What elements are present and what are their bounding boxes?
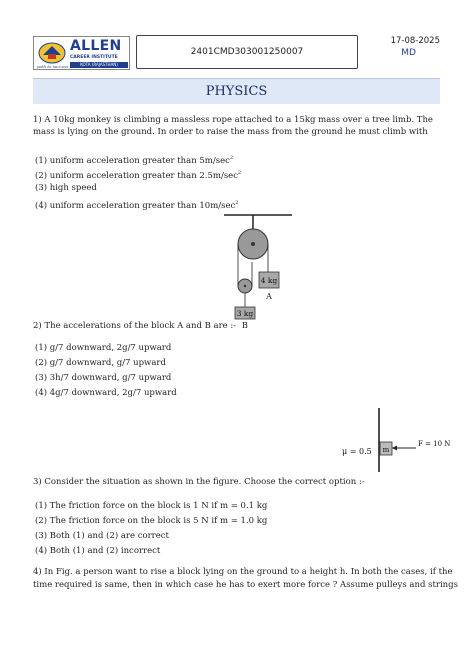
block-a-label: A [266,292,272,301]
paper-initials: MD [401,48,416,58]
force-label: F = 10 N [418,440,451,448]
logo-brand-text: ALLEN [70,38,122,54]
question-3-option-4[interactable]: (4) Both (1) and (2) incorrect [35,546,161,556]
question-1-option-1[interactable]: (1) uniform acceleration greater than $5m/\sec^2$ [35,155,234,166]
force-arrow-head [392,446,397,451]
question-3-option-3[interactable]: (3) Both (1) and (2) are correct [35,531,169,541]
question-2-option-2[interactable]: (2) g/7 downward, g/7 upward [35,358,166,368]
allen-emblem-icon [37,40,67,66]
pulley-figure [222,212,294,330]
paper-code: 2401CMD303001250007 [136,35,358,69]
question-4-text-line2: time required is same, then in which case he has to exert more force ? Assume pulleys and strings [33,580,458,590]
paper-date: 17-08-2025 [390,36,440,46]
question-4-text-line1: 4) In Fig. a person want to rise a block lying on the ground to a height h. In both the cases, if the [33,567,453,577]
question-3-option-2[interactable]: (2) The friction force on the block is 5 N if m = 1.0 kg [35,516,268,526]
subject-title: PHYSICS [33,78,440,104]
question-3-text: 3) Consider the situation as shown in the figure. Choose the correct option :- [33,477,365,487]
question-1-option-4[interactable]: (4) uniform acceleration greater than $10m/\sec^2$ [35,200,239,211]
question-2-text: 2) The accelerations of the block A and B are :- [33,321,237,331]
question-1-text: 1) A 10kg monkey is climbing a massless rope attached to a 15kg mass over a tree limb. The mass is lying on the ground. In order to raise the mass from the ground he must climb with [33,115,433,137]
friction-figure [338,408,451,472]
block-a-mass: 4 kg [260,276,278,285]
block-b-label: B [242,321,248,330]
question-2-option-1[interactable]: (1) g/7 downward, 2g/7 upward [35,343,172,353]
question-2-option-3[interactable]: (3) 3h/7 downward, g/7 upward [35,373,172,383]
block-b-mass: 3 kg [236,309,254,318]
small-pulley-axle [244,285,246,287]
question-3-option-1[interactable]: (1) The friction force on the block is 1 N if m = 0.1 kg [35,501,268,511]
logo-subtitle: CAREER INSTITUTE [70,55,118,60]
logo-tagline: path to success [37,64,69,69]
question-1-option-2[interactable]: (2) uniform acceleration greater than $2.5m/\sec^2$ [35,170,242,181]
friction-coefficient: μ = 0.5 [342,447,372,456]
allen-logo [33,36,130,70]
logo-location: KOTA (RAJASTHAN) [70,62,128,68]
block-m-label: m [382,446,390,454]
big-pulley-axle [251,242,255,246]
question-1-option-3[interactable]: (3) high speed [35,183,97,193]
question-2-option-4[interactable]: (4) 4g/7 downward, 2g/7 upward [35,388,177,398]
